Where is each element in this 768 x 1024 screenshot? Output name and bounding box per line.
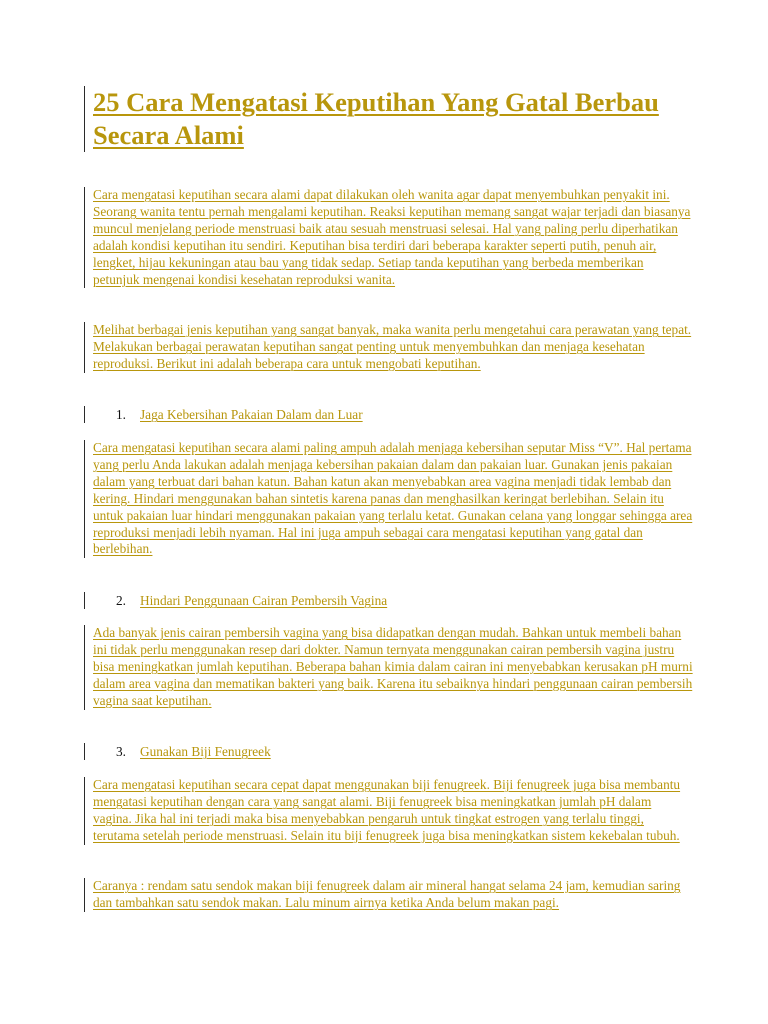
page-title[interactable]: 25 Cara Mengatasi Keputihan Yang Gatal Berbau Secara Alami bbox=[84, 86, 693, 152]
intro-paragraph-1[interactable]: Cara mengatasi keputihan secara alami dapat dilakukan oleh wanita agar dapat menyembuhkan penyakit ini. Seorang wanita tentu pernah mengalami keputihan. Reaksi keputihan memang sangat wajar terjadi dan biasanya muncul menjelang periode menstruasi baik atau sesuah menstruasi selesai. Hal yang paling perlu diperhatikan adalah kondisi keputihan itu sendiri. Keputihan bisa terdiri dari beberapa karakter seperti putih, penuh air, lengket, hijau kekuningan atau bau yang tidak sedap. Setiap tanda keputihan yang berbeda memberikan petunjuk mengenai kondisi kesehatan reproduksi wanita. bbox=[84, 187, 693, 288]
item-2-paragraph[interactable]: Ada banyak jenis cairan pembersih vagina yang bisa didapatkan dengan mudah. Bahkan untuk membeli bahan ini tidak perlu menggunakan resep dari dokter. Namun ternyata menggunakan cairan pembersih vagina justru bisa meningkatkan jumlah keputihan. Beberapa bahan kimia dalam cairan ini menyebabkan kerusakan pH murni dalam area vagina dan mematikan bakteri yang baik. Karena itu sebaiknya hindari penggunaan cairan pembersih vagina saat keputihan. bbox=[84, 625, 693, 710]
list-heading-link[interactable]: Hindari Penggunaan Cairan Pembersih Vagina bbox=[140, 593, 388, 608]
list-item-2 bbox=[84, 592, 693, 609]
item-1-paragraph[interactable]: Cara mengatasi keputihan secara alami paling ampuh adalah menjaga kebersihan seputar Miss “V”. Hal pertama yang perlu Anda lakukan adalah menjaga kebersihan pakaian dalam dan pakaian luar. Gunakan jenis pakaian dalam yang terbuat dari bahan katun. Bahan katun akan menyebabkan area vagina menjadi tidak lembab dan kering. Hindari menggunakan bahan sintetis karena panas dan menghasilkan keringat berlebihan. Selain itu untuk pakaian luar hindari menggunakan pakaian yang terlalu ketat. Gunakan celana yang longgar sehingga area reproduksi menjadi lebih nyaman. Hal ini juga ampuh sebagai cara mengatasi keputihan yang gatal dan berlebihan. bbox=[84, 440, 693, 558]
list-item-1 bbox=[84, 406, 693, 423]
item-3-paragraph-2[interactable]: Caranya : rendam satu sendok makan biji fenugreek dalam air mineral hangat selama 24 jam, kemudian saring dan tambahkan satu sendok makan. Lalu minum airnya ketika Anda belum makan pagi. bbox=[84, 878, 693, 912]
intro-paragraph-2[interactable]: Melihat berbagai jenis keputihan yang sangat banyak, maka wanita perlu mengetahui cara perawatan yang tepat. Melakukan berbagai perawatan keputihan sangat penting untuk menyembuhkan dan menjaga kesehatan reproduksi. Berikut ini adalah beberapa cara untuk mengobati keputihan. bbox=[84, 322, 693, 373]
list-number: 1. bbox=[116, 407, 126, 422]
list-heading-link[interactable]: Jaga Kebersihan Pakaian Dalam dan Luar bbox=[140, 407, 363, 422]
list-item-3 bbox=[84, 743, 693, 760]
item-3-paragraph-1[interactable]: Cara mengatasi keputihan secara cepat dapat menggunakan biji fenugreek. Biji fenugreek juga bisa membantu mengatasi keputihan dengan cara yang sangat alami. Biji fenugreek bisa meningkatkan jumlah pH dalam vagina. Jika hal ini terjadi maka bisa menyebabkan pengaruh untuk tingkat estrogen yang terlalu tinggi, terutama setelah periode menstruasi. Selain itu biji fenugreek juga bisa meningkatkan sistem kekebalan tubuh. bbox=[84, 777, 693, 845]
list-number: 3. bbox=[116, 744, 126, 759]
list-number: 2. bbox=[116, 593, 126, 608]
list-heading-link[interactable]: Gunakan Biji Fenugreek bbox=[140, 744, 271, 759]
